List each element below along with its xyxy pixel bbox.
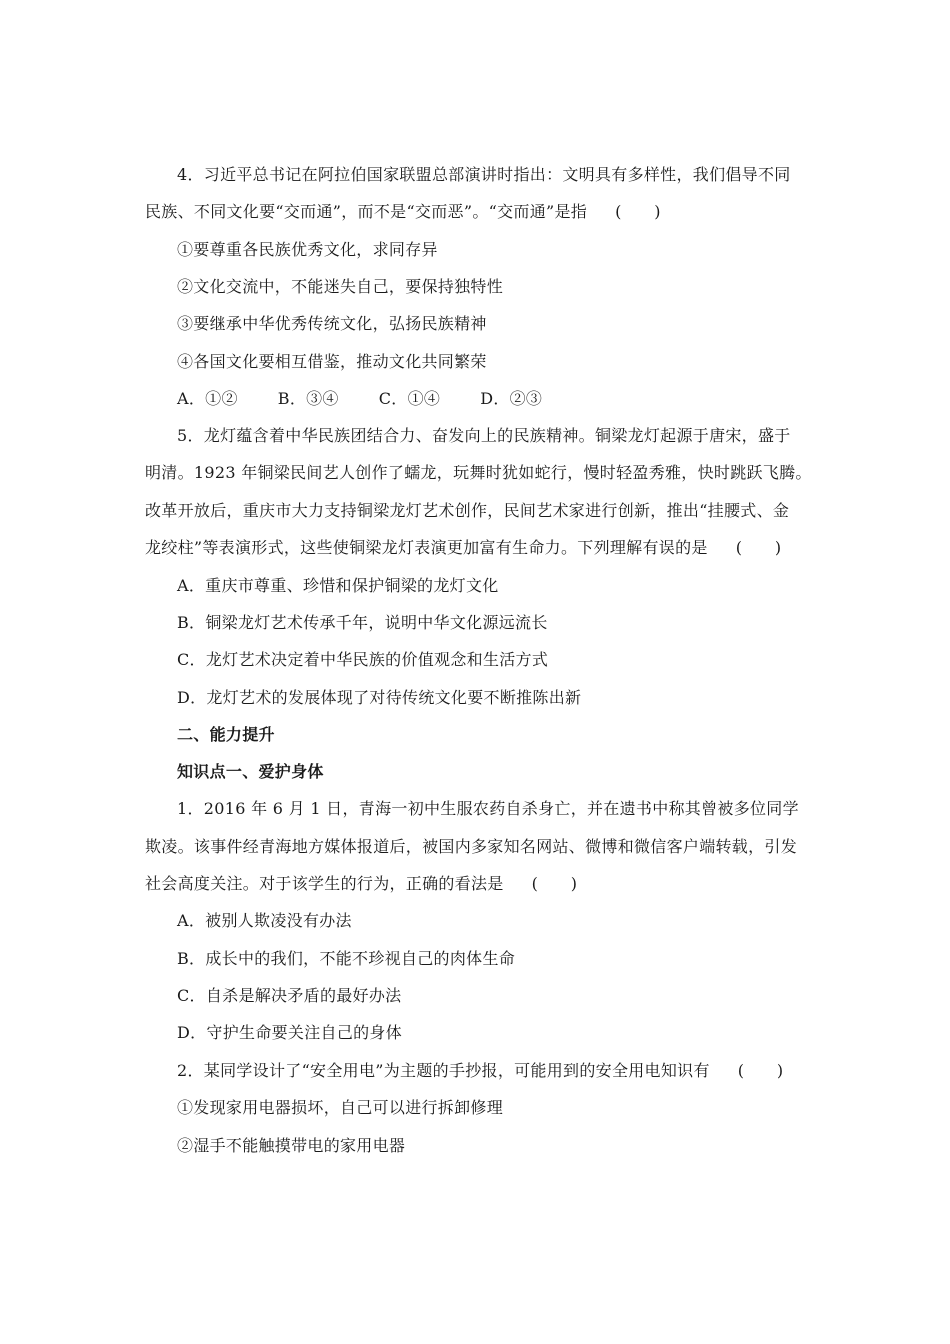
q4-options (177, 388, 542, 410)
p2-item-2: ②湿手不能触摸带电的家用电器 (177, 1136, 406, 1155)
q4-option-c: C．①④ (378, 389, 441, 408)
q4-item-1: ①要尊重各民族优秀文化，求同存异 (177, 240, 438, 259)
p2-stem-text: 2．某同学设计了“安全用电”为主题的手抄报，可能用到的安全用电知识有 (177, 1061, 710, 1080)
p1-option-c: C．自杀是解决矛盾的最好办法 (177, 986, 402, 1005)
q5-stem-text: 龙绞柱”等表演形式，这些使铜梁龙灯表演更加富有生命力。下列理解有误的是 (145, 538, 708, 557)
q4-answer-paren: ( ) (615, 202, 661, 221)
knowledge-point-title: 知识点一、爱护身体 (177, 762, 324, 781)
q4-stem-line-2 (145, 201, 661, 223)
p1-option-a: A．被别人欺凌没有办法 (177, 911, 352, 930)
p1-stem-line-3 (145, 873, 577, 895)
q5-answer-paren: ( ) (735, 538, 782, 557)
q4-option-d: D．②③ (480, 389, 543, 408)
p1-option-d: D．守护生命要关注自己的身体 (177, 1023, 403, 1042)
q5-option-d: D．龙灯艺术的发展体现了对待传统文化要不断推陈出新 (177, 688, 582, 707)
section-title: 二、能力提升 (177, 725, 275, 744)
q5-stem-line-4 (145, 537, 781, 559)
q4-stem-text: 民族、不同文化要“交而通”，而不是“交而恶”。“交而通”是指 (145, 202, 588, 221)
q5-option-a: A．重庆市尊重、珍惜和保护铜梁的龙灯文化 (177, 576, 499, 595)
p1-option-b: B．成长中的我们，不能不珍视自己的肉体生命 (177, 949, 516, 968)
q4-stem-line-1: 4．习近平总书记在阿拉伯国家联盟总部演讲时指出：文明具有多样性，我们倡导不同 (177, 165, 791, 184)
q5-option-b: B．铜梁龙灯艺术传承千年，说明中华文化源远流长 (177, 613, 548, 632)
q4-option-a: A．①② (177, 389, 238, 408)
p1-stem-line-1: 1．2016 年 6 月 1 日，青海一初中生服农药自杀身亡，并在遗书中称其曾被多位同学 (177, 799, 799, 818)
p1-stem-line-2: 欺凌。该事件经青海地方媒体报道后，被国内多家知名网站、微博和微信客户端转载，引发 (145, 837, 798, 856)
q5-stem-line-3: 改革开放后，重庆市大力支持铜梁龙灯艺术创作，民间艺术家进行创新，推出“挂腰式、金 (145, 501, 790, 520)
p2-answer-paren: ( ) (737, 1061, 784, 1080)
q4-item-3: ③要继承中华优秀传统文化，弘扬民族精神 (177, 314, 487, 333)
q4-item-4: ④各国文化要相互借鉴，推动文化共同繁荣 (177, 352, 487, 371)
q5-stem-line-1: 5．龙灯蕴含着中华民族团结合力、奋发向上的民族精神。铜梁龙灯起源于唐宋，盛于 (177, 426, 791, 445)
p2-stem-line-1 (177, 1060, 783, 1082)
q5-option-c: C．龙灯艺术决定着中华民族的价值观念和生活方式 (177, 650, 549, 669)
p1-stem-text: 社会高度关注。对于该学生的行为，正确的看法是 (145, 874, 504, 893)
q4-option-b: B．③④ (277, 389, 339, 408)
q5-stem-line-2: 明清。1923 年铜梁民间艺人创作了蠕龙，玩舞时犹如蛇行，慢时轻盈秀雅，快时跳跃飞腾。 (145, 463, 812, 482)
p2-item-1: ①发现家用电器损坏，自己可以进行拆卸修理 (177, 1098, 504, 1117)
q4-item-2: ②文化交流中，不能迷失自己，要保持独特性 (177, 277, 504, 296)
p1-answer-paren: ( ) (531, 874, 578, 893)
